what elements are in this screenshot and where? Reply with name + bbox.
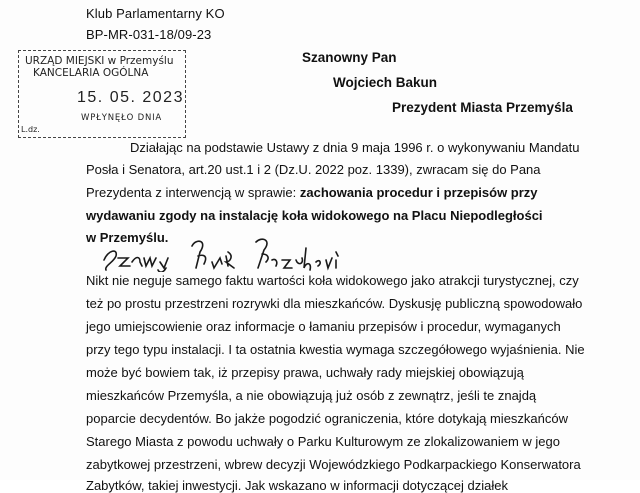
- handwritten-salutation: [100, 232, 380, 277]
- registry-stamp: [18, 50, 186, 138]
- paragraph2-line10: Zabytków, takiej inwestycji. Jak wskazano w informacji dotyczącej działek: [86, 478, 508, 493]
- stamp-received-label: WPŁYNĘŁO DNIA: [81, 113, 163, 123]
- stamp-department: KANCELARIA OGÓLNA: [33, 67, 149, 79]
- paragraph1-line1: Działając na podstawie Ustawy z dnia 9 maja 1996 r. o wykonywaniu Mandatu: [130, 140, 580, 155]
- paragraph2-line3: jego umiejscowienie oraz informacje o łamaniu przepisów i procedur, wymaganych: [86, 319, 561, 334]
- paragraph2-line2: też po prostu przestrzeni rozrywki dla mieszkańców. Dyskusję publiczną spowodowało: [86, 296, 583, 311]
- paragraph1-line3-bold: zachowania procedur i przepisów przy: [299, 185, 538, 200]
- paragraph1-line4: wydawaniu zgody na instalację koła widokowego na Placu Niepodległości: [86, 208, 543, 223]
- stamp-date: 15. 05. 2023: [77, 89, 184, 106]
- stamp-office: URZĄD MIEJSKI w Przemyślu: [25, 55, 174, 67]
- stamp-ldz: L.dz.: [21, 125, 40, 134]
- paragraph2-line5: może być bowiem tak, iż przepisy prawa, uchwały rady miejskiej obowiązują: [86, 365, 524, 380]
- paragraph1-line3: [86, 185, 538, 200]
- paragraph2-line4: przy tego typu instalacji. I ta ostatnia kwestia wymaga szczegółowego wyjaśnienia. Nie: [86, 342, 585, 357]
- paragraph1-line3-plain: Prezydenta z interwencją w sprawie:: [86, 185, 300, 200]
- paragraph2-line1: Nikt nie neguje samego faktu wartości koła widokowego jako atrakcji turystycznej, czy: [86, 273, 579, 288]
- paragraph2-line9: zabytkowej przestrzeni, wbrew decyzji Wojewódzkiego Podkarpackiego Konserwatora: [86, 457, 581, 472]
- paragraph2-line6: mieszkańców Przemyśla, a nie obowiązują już osób z zewnątrz, jeśli te znajdą: [86, 388, 537, 403]
- reference-number: BP-MR-031-18/09-23: [86, 27, 212, 42]
- addressee-greeting: Szanowny Pan: [302, 50, 397, 65]
- paragraph1-line5: w Przemyślu.: [86, 230, 169, 245]
- paragraph2-line7: poparcie decydentów. Bo jakże pogodzić ograniczenia, które dotykają mieszkańców: [86, 411, 568, 426]
- paragraph1-line2: Posła i Senatora, art.20 ust.1 i 2 (Dz.U. 2022 poz. 1339), zwracam się do Pana: [86, 162, 541, 177]
- sender-club: Klub Parlamentarny KO: [86, 6, 225, 21]
- addressee-name: Wojciech Bakun: [333, 75, 438, 90]
- addressee-title: Prezydent Miasta Przemyśla: [392, 100, 573, 115]
- paragraph2-line8: Starego Miasta z powodu uchwały o Parku Kulturowym ze zlokalizowaniem w jego: [86, 434, 560, 449]
